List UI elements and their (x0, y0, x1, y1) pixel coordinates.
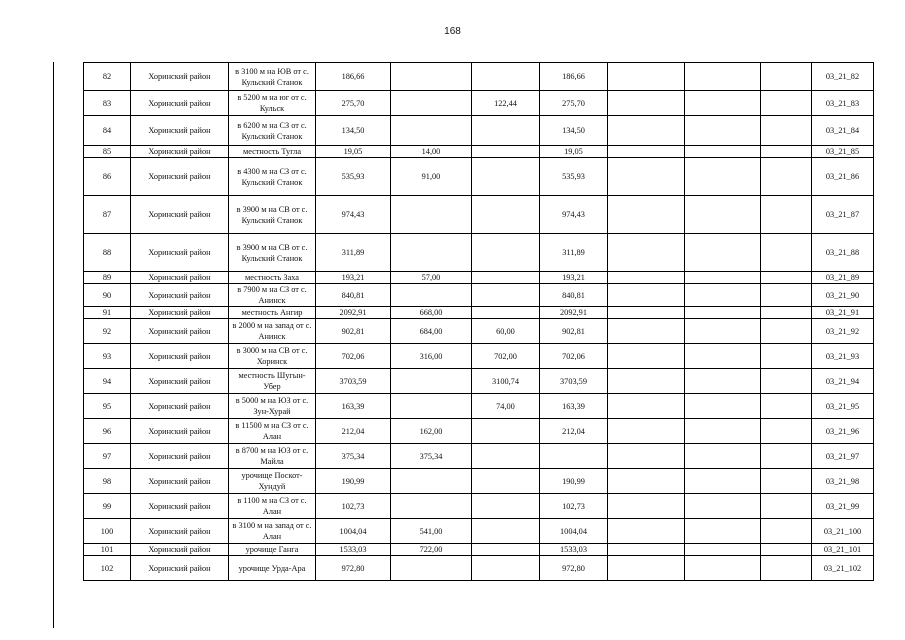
value-cell-2: 541,00 (391, 519, 472, 544)
value-cell-6 (685, 234, 761, 272)
value-cell-6 (685, 469, 761, 494)
value-cell-6 (685, 319, 761, 344)
value-cell-2: 375,34 (391, 444, 472, 469)
value-cell-4: 2092,91 (540, 307, 608, 319)
district-cell: Хоринский район (131, 284, 229, 307)
value-cell-7 (761, 494, 812, 519)
table-row (84, 158, 874, 196)
value-cell-4: 186,66 (540, 63, 608, 91)
value-cell-6 (685, 369, 761, 394)
row-number-cell: 97 (84, 444, 131, 469)
location-cell: в 8700 м на ЮЗ от с. Майла (229, 444, 316, 469)
value-cell-4: 1004,04 (540, 519, 608, 544)
location-cell: местность Ангир (229, 307, 316, 319)
value-cell-5 (608, 196, 685, 234)
row-number-cell: 101 (84, 544, 131, 556)
value-cell-7 (761, 544, 812, 556)
value-cell-4: 212,04 (540, 419, 608, 444)
district-cell: Хоринский район (131, 556, 229, 581)
area-cell: 702,06 (316, 344, 391, 369)
table-row (84, 284, 874, 307)
value-cell-2 (391, 369, 472, 394)
value-cell-6 (685, 284, 761, 307)
value-cell-3: 3100,74 (472, 369, 540, 394)
value-cell-2 (391, 284, 472, 307)
code-cell: 03_21_102 (812, 556, 874, 581)
location-cell: в 3100 м на запад от с. Алан (229, 519, 316, 544)
table-row (84, 272, 874, 284)
area-cell: 134,50 (316, 116, 391, 146)
row-number-cell: 86 (84, 158, 131, 196)
value-cell-2: 722,00 (391, 544, 472, 556)
value-cell-6 (685, 344, 761, 369)
value-cell-7 (761, 319, 812, 344)
value-cell-7 (761, 196, 812, 234)
value-cell-2: 91,00 (391, 158, 472, 196)
district-cell: Хоринский район (131, 196, 229, 234)
table-row (84, 556, 874, 581)
value-cell-6 (685, 158, 761, 196)
value-cell-4: 1533,03 (540, 544, 608, 556)
code-cell: 03_21_95 (812, 394, 874, 419)
table-body (84, 63, 874, 581)
value-cell-3 (472, 494, 540, 519)
code-cell: 03_21_84 (812, 116, 874, 146)
value-cell-7 (761, 116, 812, 146)
table-row (84, 63, 874, 91)
row-number-cell: 85 (84, 146, 131, 158)
row-number-cell: 102 (84, 556, 131, 581)
code-cell: 03_21_93 (812, 344, 874, 369)
district-cell: Хоринский район (131, 319, 229, 344)
value-cell-2: 162,00 (391, 419, 472, 444)
row-number-cell: 92 (84, 319, 131, 344)
table-row (84, 519, 874, 544)
value-cell-5 (608, 469, 685, 494)
value-cell-4: 102,73 (540, 494, 608, 519)
code-cell: 03_21_88 (812, 234, 874, 272)
code-cell: 03_21_101 (812, 544, 874, 556)
value-cell-2: 14,00 (391, 146, 472, 158)
location-cell: в 5200 м на юг от с. Кульск (229, 91, 316, 116)
value-cell-6 (685, 519, 761, 544)
value-cell-7 (761, 307, 812, 319)
location-cell: в 3100 м на ЮВ от с. Кульский Станок (229, 63, 316, 91)
district-cell: Хоринский район (131, 146, 229, 158)
value-cell-7 (761, 444, 812, 469)
value-cell-5 (608, 63, 685, 91)
area-cell: 1533,03 (316, 544, 391, 556)
code-cell: 03_21_98 (812, 469, 874, 494)
row-number-cell: 99 (84, 494, 131, 519)
table-row (84, 307, 874, 319)
left-margin-rule (53, 62, 54, 628)
code-cell: 03_21_83 (812, 91, 874, 116)
area-cell: 1004,04 (316, 519, 391, 544)
value-cell-2: 57,00 (391, 272, 472, 284)
location-cell: урочище Поскот-Хундуй (229, 469, 316, 494)
area-cell: 972,80 (316, 556, 391, 581)
area-cell: 193,21 (316, 272, 391, 284)
value-cell-7 (761, 469, 812, 494)
table-row (84, 116, 874, 146)
value-cell-5 (608, 319, 685, 344)
district-cell: Хоринский район (131, 469, 229, 494)
value-cell-4: 840,81 (540, 284, 608, 307)
value-cell-6 (685, 91, 761, 116)
area-cell: 102,73 (316, 494, 391, 519)
value-cell-3 (472, 544, 540, 556)
value-cell-5 (608, 444, 685, 469)
value-cell-3 (472, 519, 540, 544)
value-cell-3 (472, 116, 540, 146)
land-plots-table (83, 62, 874, 581)
value-cell-4: 275,70 (540, 91, 608, 116)
value-cell-4: 311,89 (540, 234, 608, 272)
value-cell-4: 974,43 (540, 196, 608, 234)
location-cell: местность Заха (229, 272, 316, 284)
value-cell-3: 702,00 (472, 344, 540, 369)
code-cell: 03_21_97 (812, 444, 874, 469)
value-cell-4: 902,81 (540, 319, 608, 344)
value-cell-7 (761, 146, 812, 158)
row-number-cell: 84 (84, 116, 131, 146)
table-row (84, 469, 874, 494)
value-cell-4: 193,21 (540, 272, 608, 284)
value-cell-2: 668,00 (391, 307, 472, 319)
area-cell: 212,04 (316, 419, 391, 444)
value-cell-7 (761, 419, 812, 444)
row-number-cell: 96 (84, 419, 131, 444)
value-cell-7 (761, 369, 812, 394)
district-cell: Хоринский район (131, 91, 229, 116)
row-number-cell: 91 (84, 307, 131, 319)
value-cell-7 (761, 284, 812, 307)
area-cell: 902,81 (316, 319, 391, 344)
district-cell: Хоринский район (131, 519, 229, 544)
value-cell-4: 535,93 (540, 158, 608, 196)
value-cell-7 (761, 344, 812, 369)
table-row (84, 419, 874, 444)
district-cell: Хоринский район (131, 419, 229, 444)
table-row (84, 394, 874, 419)
value-cell-3 (472, 196, 540, 234)
location-cell: в 11500 м на СЗ от с. Алан (229, 419, 316, 444)
value-cell-5 (608, 116, 685, 146)
value-cell-6 (685, 63, 761, 91)
district-cell: Хоринский район (131, 369, 229, 394)
row-number-cell: 100 (84, 519, 131, 544)
table-row (84, 444, 874, 469)
value-cell-5 (608, 234, 685, 272)
table-row (84, 544, 874, 556)
area-cell: 840,81 (316, 284, 391, 307)
district-cell: Хоринский район (131, 307, 229, 319)
location-cell: урочище Ганга (229, 544, 316, 556)
code-cell: 03_21_87 (812, 196, 874, 234)
area-cell: 275,70 (316, 91, 391, 116)
value-cell-5 (608, 519, 685, 544)
value-cell-7 (761, 272, 812, 284)
value-cell-3 (472, 158, 540, 196)
value-cell-3: 74,00 (472, 394, 540, 419)
value-cell-4: 163,39 (540, 394, 608, 419)
value-cell-6 (685, 419, 761, 444)
district-cell: Хоринский район (131, 116, 229, 146)
value-cell-4: 3703,59 (540, 369, 608, 394)
value-cell-3 (472, 272, 540, 284)
value-cell-2 (391, 63, 472, 91)
value-cell-5 (608, 146, 685, 158)
value-cell-5 (608, 344, 685, 369)
value-cell-2 (391, 196, 472, 234)
value-cell-7 (761, 519, 812, 544)
location-cell: в 3900 м на СВ от с. Кульский Станок (229, 196, 316, 234)
value-cell-6 (685, 146, 761, 158)
value-cell-5 (608, 369, 685, 394)
table-row (84, 91, 874, 116)
location-cell: в 1100 м на СЗ от с. Алан (229, 494, 316, 519)
value-cell-6 (685, 307, 761, 319)
value-cell-6 (685, 444, 761, 469)
value-cell-4: 190,99 (540, 469, 608, 494)
value-cell-5 (608, 419, 685, 444)
value-cell-4: 972,80 (540, 556, 608, 581)
value-cell-2: 316,00 (391, 344, 472, 369)
value-cell-5 (608, 494, 685, 519)
row-number-cell: 89 (84, 272, 131, 284)
value-cell-5 (608, 394, 685, 419)
location-cell: в 7900 м на СЗ от с. Анинск (229, 284, 316, 307)
district-cell: Хоринский район (131, 63, 229, 91)
district-cell: Хоринский район (131, 234, 229, 272)
row-number-cell: 90 (84, 284, 131, 307)
area-cell: 375,34 (316, 444, 391, 469)
table-row (84, 196, 874, 234)
value-cell-3 (472, 444, 540, 469)
page-number: 168 (444, 26, 461, 37)
area-cell: 2092,91 (316, 307, 391, 319)
value-cell-2 (391, 234, 472, 272)
row-number-cell: 83 (84, 91, 131, 116)
value-cell-6 (685, 272, 761, 284)
area-cell: 3703,59 (316, 369, 391, 394)
value-cell-5 (608, 272, 685, 284)
district-cell: Хоринский район (131, 394, 229, 419)
value-cell-5 (608, 158, 685, 196)
value-cell-3 (472, 469, 540, 494)
code-cell: 03_21_91 (812, 307, 874, 319)
value-cell-2 (391, 91, 472, 116)
district-cell: Хоринский район (131, 272, 229, 284)
table-row (84, 369, 874, 394)
value-cell-3 (472, 419, 540, 444)
code-cell: 03_21_85 (812, 146, 874, 158)
value-cell-7 (761, 394, 812, 419)
location-cell: урочище Урда-Ара (229, 556, 316, 581)
value-cell-7 (761, 158, 812, 196)
value-cell-7 (761, 234, 812, 272)
value-cell-6 (685, 116, 761, 146)
value-cell-2 (391, 116, 472, 146)
table-row (84, 234, 874, 272)
area-cell: 163,39 (316, 394, 391, 419)
value-cell-2: 684,00 (391, 319, 472, 344)
area-cell: 186,66 (316, 63, 391, 91)
table-row (84, 146, 874, 158)
value-cell-4 (540, 444, 608, 469)
value-cell-5 (608, 544, 685, 556)
table-row (84, 319, 874, 344)
district-cell: Хоринский район (131, 444, 229, 469)
area-cell: 19,05 (316, 146, 391, 158)
code-cell: 03_21_96 (812, 419, 874, 444)
district-cell: Хоринский район (131, 158, 229, 196)
row-number-cell: 95 (84, 394, 131, 419)
value-cell-6 (685, 394, 761, 419)
code-cell: 03_21_90 (812, 284, 874, 307)
row-number-cell: 94 (84, 369, 131, 394)
location-cell: в 3000 м на СВ от с. Хоринск (229, 344, 316, 369)
location-cell: в 3900 м на СВ от с. Кульский Станок (229, 234, 316, 272)
value-cell-3 (472, 234, 540, 272)
row-number-cell: 87 (84, 196, 131, 234)
location-cell: местность Тугла (229, 146, 316, 158)
code-cell: 03_21_89 (812, 272, 874, 284)
value-cell-2 (391, 394, 472, 419)
code-cell: 03_21_92 (812, 319, 874, 344)
value-cell-3 (472, 146, 540, 158)
value-cell-2 (391, 556, 472, 581)
value-cell-3 (472, 307, 540, 319)
code-cell: 03_21_99 (812, 494, 874, 519)
value-cell-7 (761, 91, 812, 116)
value-cell-3: 122,44 (472, 91, 540, 116)
value-cell-3 (472, 284, 540, 307)
area-cell: 190,99 (316, 469, 391, 494)
row-number-cell: 98 (84, 469, 131, 494)
value-cell-5 (608, 91, 685, 116)
location-cell: в 6200 м на СЗ от с. Кульский Станок (229, 116, 316, 146)
row-number-cell: 93 (84, 344, 131, 369)
value-cell-7 (761, 556, 812, 581)
district-cell: Хоринский район (131, 344, 229, 369)
row-number-cell: 88 (84, 234, 131, 272)
table-row (84, 344, 874, 369)
code-cell: 03_21_86 (812, 158, 874, 196)
location-cell: в 4300 м на СЗ от с. Кульский Станок (229, 158, 316, 196)
district-cell: Хоринский район (131, 494, 229, 519)
table-row (84, 494, 874, 519)
location-cell: в 5000 м на ЮЗ от с. Зун-Хурай (229, 394, 316, 419)
value-cell-5 (608, 284, 685, 307)
location-cell: в 2000 м на запад от с. Анинск (229, 319, 316, 344)
value-cell-7 (761, 63, 812, 91)
value-cell-6 (685, 544, 761, 556)
value-cell-3: 60,00 (472, 319, 540, 344)
value-cell-3 (472, 556, 540, 581)
value-cell-4: 702,06 (540, 344, 608, 369)
area-cell: 535,93 (316, 158, 391, 196)
area-cell: 974,43 (316, 196, 391, 234)
value-cell-6 (685, 556, 761, 581)
value-cell-2 (391, 469, 472, 494)
value-cell-3 (472, 63, 540, 91)
value-cell-4: 134,50 (540, 116, 608, 146)
district-cell: Хоринский район (131, 544, 229, 556)
value-cell-5 (608, 307, 685, 319)
area-cell: 311,89 (316, 234, 391, 272)
value-cell-2 (391, 494, 472, 519)
location-cell: местность Шугын-Убер (229, 369, 316, 394)
code-cell: 03_21_100 (812, 519, 874, 544)
value-cell-6 (685, 196, 761, 234)
code-cell: 03_21_94 (812, 369, 874, 394)
code-cell: 03_21_82 (812, 63, 874, 91)
value-cell-4: 19,05 (540, 146, 608, 158)
value-cell-6 (685, 494, 761, 519)
row-number-cell: 82 (84, 63, 131, 91)
value-cell-5 (608, 556, 685, 581)
